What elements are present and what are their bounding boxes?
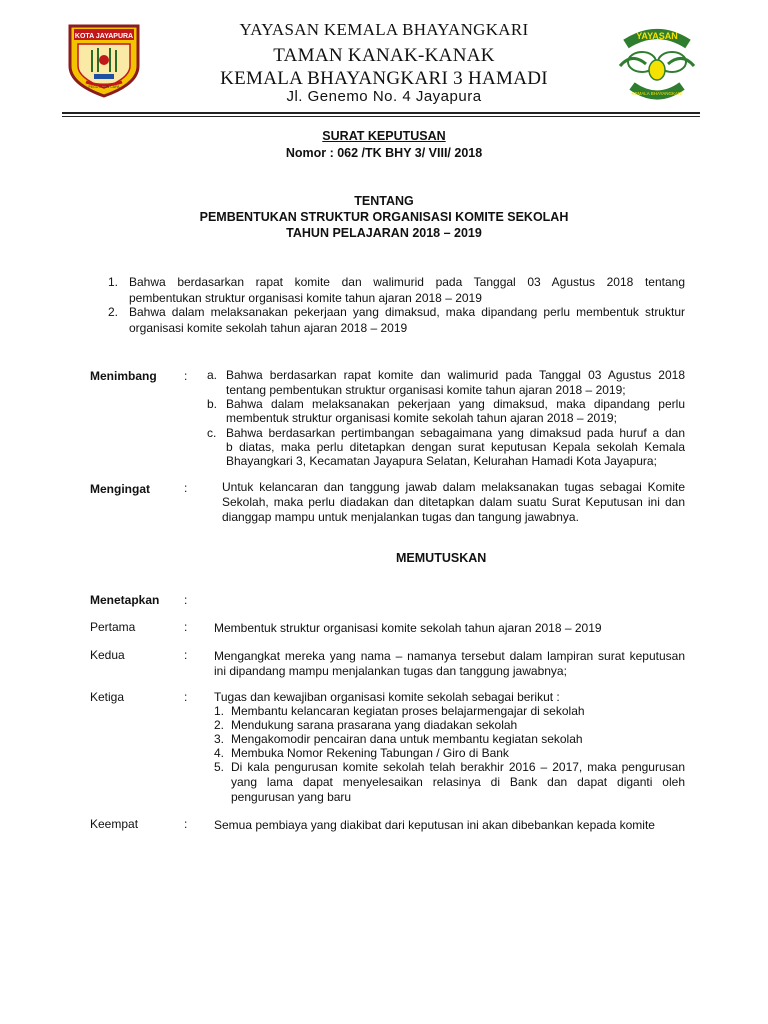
ketiga-item-line: Membantu kelancaran kegiatan proses belajarmengajar di sekolah <box>231 704 585 718</box>
ketiga-label: Ketiga <box>90 690 125 704</box>
keempat-text: Semua pembiaya yang diakibat dari keputusan ini akan dibebankan kepada komite <box>214 818 655 832</box>
ketiga-item-number: 3. <box>214 732 225 746</box>
intro-item-line: Bahwa berdasarkan rapat komite dan walimurid pada Tanggal 03 Agustus 2018 tentang <box>129 275 685 289</box>
menimbang-label: Menimbang <box>90 369 157 383</box>
kedua-label: Kedua <box>90 648 125 662</box>
intro-item-line: pembentukan struktur organisasi komite tahun ajaran 2018 – 2019 <box>129 291 482 305</box>
memutuskan-heading: MEMUTUSKAN <box>396 551 487 565</box>
ketiga-item-line: Membuka Nomor Rekening Tabungan / Giro di Bank <box>231 746 509 760</box>
menimbang-item-line: Bhayangkari 3, Kecamatan Jayapura Selatan, Kelurahan Hamadi Kota Jayapura; <box>226 454 657 468</box>
ketiga-item-number: 5. <box>214 760 225 774</box>
svg-text:KOTA JAYAPURA: KOTA JAYAPURA <box>74 33 134 40</box>
menetapkan-colon: : <box>184 593 188 607</box>
header-divider <box>62 112 700 114</box>
menimbang-item-line: membentuk struktur organisasi komite sekolah tahun ajaran 2018 – 2019; <box>226 411 617 425</box>
ketiga-item-line: yang lama dapat menyelesaikan relasinya di Bank dan dapat diganti oleh <box>231 775 685 789</box>
menimbang-item-letter: c. <box>207 426 217 440</box>
ketiga-item-number: 2. <box>214 718 225 732</box>
svg-text:KEMALA BHAYANGKARI: KEMALA BHAYANGKARI <box>631 91 683 96</box>
intro-item-line: organisasi komite sekolah tahun ajaran 2018 – 2019 <box>129 321 408 335</box>
ketiga-item-number: 1. <box>214 704 225 718</box>
intro-item-number: 2. <box>108 305 119 319</box>
kedua-line: ini dipandang mampu menjalankan tugas dan tanggung jawabnya; <box>214 664 567 678</box>
kedua-colon: : <box>184 648 188 662</box>
foundation-name: YAYASAN KEMALA BHAYANGKARI <box>239 20 529 39</box>
mengingat-colon: : <box>184 481 188 495</box>
kedua-line: Mengangkat mereka yang nama – namanya tersebut dalam lampiran surat keputusan <box>214 649 685 663</box>
pertama-colon: : <box>184 620 188 634</box>
school-name: KEMALA BHAYANGKARI 3 HAMADI <box>220 68 548 89</box>
menimbang-item-line: tentang pembentukan struktur organisasi komite tahun ajaran 2018 – 2019; <box>226 383 626 397</box>
menimbang-item-line: Bahwa berdasarkan rapat komite dan walimurid pada Tanggal 03 Agustus 2018 <box>226 368 685 382</box>
pertama-text: Membentuk struktur organisasi komite sekolah tahun ajaran 2018 – 2019 <box>214 621 602 635</box>
ketiga-item-line: Di kala pengurusan komite sekolah telah berakhir 2016 – 2017, maka pengurusan <box>231 760 685 774</box>
intro-item-line: Bahwa dalam melaksanakan pekerjaan yang dimaksud, maka dipandang perlu membentuk struktur <box>129 305 685 319</box>
pertama-label: Pertama <box>90 620 136 634</box>
menimbang-item-letter: b. <box>207 397 218 411</box>
school-type: TAMAN KANAK-KANAK <box>273 45 495 66</box>
ketiga-item-line: Mengakomodir pencairan dana untuk membantu kegiatan sekolah <box>231 732 583 746</box>
mengingat-line: dianggap mampu untuk menjalankan tugas dan tangung jawabnya. <box>222 510 579 524</box>
menimbang-item-line: Bahwa dalam melaksanakan pekerjaan yang dimaksud, maka dipandang perlu <box>226 397 685 411</box>
ketiga-colon: : <box>184 690 188 704</box>
svg-text:YAYASAN: YAYASAN <box>636 31 678 41</box>
ketiga-item-line: pengurusan yang baru <box>231 790 352 804</box>
subject-heading: PEMBENTUKAN STRUKTUR ORGANISASI KOMITE SEKOLAH <box>199 210 569 224</box>
menimbang-colon: : <box>184 369 188 383</box>
menetapkan-label: Menetapkan <box>90 593 160 607</box>
ketiga-intro: Tugas dan kewajiban organisasi komite sekolah sebagai berikut : <box>214 690 560 704</box>
svg-text:PEGUTA KIN CAPA: PEGUTA KIN CAPA <box>88 85 120 89</box>
intro-item-number: 1. <box>108 275 119 289</box>
menimbang-item-letter: a. <box>207 368 218 382</box>
keempat-label: Keempat <box>90 817 139 831</box>
document-number: Nomor : 062 /TK BHY 3/ VIII/ 2018 <box>285 146 483 160</box>
document-type: SURAT KEPUTUSAN <box>322 129 446 143</box>
header-divider-thin <box>62 116 700 117</box>
mengingat-label: Mengingat <box>90 482 150 496</box>
mengingat-line: Untuk kelancaran dan tanggung jawab dalam melaksanakan tugas sebagai Komite <box>222 480 685 494</box>
mengingat-line: Sekolah, maka perlu diadakan dan ditetapkan dalam suatu Surat Keputusan ini dan <box>222 495 685 509</box>
ketiga-item-line: Mendukung sarana prasarana yang diadakan sekolah <box>231 718 518 732</box>
about-heading: TENTANG <box>354 194 414 208</box>
school-year-heading: TAHUN PELAJARAN 2018 – 2019 <box>286 226 482 240</box>
school-address: Jl. Genemo No. 4 Jayapura <box>286 88 482 105</box>
keempat-colon: : <box>184 817 188 831</box>
menimbang-item-line: Bahwa berdasarkan pertimbangan sebagaimana yang dimaksud pada huruf a dan <box>226 426 685 440</box>
menimbang-item-line: b diatas, maka perlu ditetapkan dengan surat keputusan Kepala sekolah Kemala <box>226 440 685 454</box>
ketiga-item-number: 4. <box>214 746 225 760</box>
